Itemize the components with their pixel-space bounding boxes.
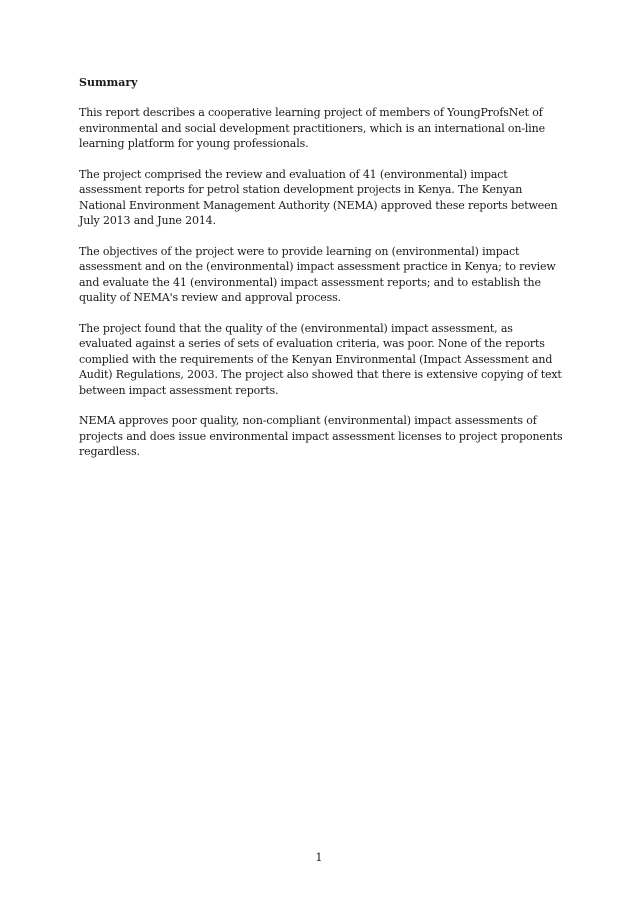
section-heading: Summary bbox=[79, 76, 138, 89]
page-number: 1 bbox=[315, 851, 323, 864]
paragraph-intro: This report describes a cooperative learning project of members of YoungProfsNet of environmental and social development practitioners, which is an international on-line learning platform for young professionals. bbox=[79, 106, 545, 150]
paragraph-findings: The project found that the quality of the (environmental) impact assessment, as evaluated against a series of sets of evaluation criteria, was poor. None of the reports complied with the requirements of the Kenyan Environmental (Impact Assessment and Audit) Regulations, 2003. The project also showed that there is extensive copying of text between impact assessment reports. bbox=[79, 321, 562, 397]
document-body bbox=[79, 75, 569, 475]
paragraph-conclusion: NEMA approves poor quality, non-compliant (environmental) impact assessments of projects and does issue environmental impact assessment licenses to project proponents regardless. bbox=[79, 414, 563, 458]
paragraph-objectives: The objectives of the project were to provide learning on (environmental) impact assessment and on the (environmental) impact assessment practice in Kenya; to review and evaluate the 41 (environmental) impact assessment reports; and to establish the quality of NEMA's review and approval process. bbox=[79, 244, 556, 304]
paragraph-project-scope: The project comprised the review and evaluation of 41 (environmental) impact assessment reports for petrol station development projects in Kenya. The Kenyan National Environment Management Authority (NEMA) approved these reports between July 2013 and June 2014. bbox=[79, 167, 558, 227]
